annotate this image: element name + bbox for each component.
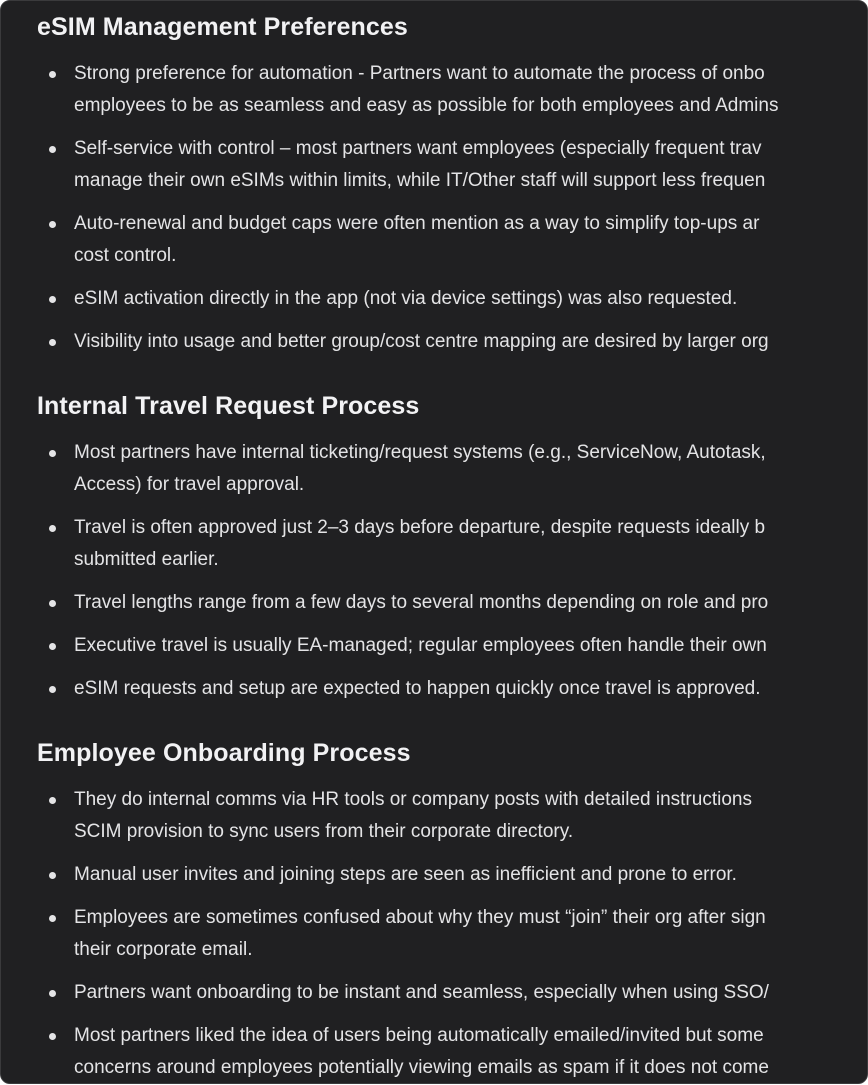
- list-item-text: Access) for travel approval.: [74, 474, 305, 495]
- list-item-text: their corporate email.: [74, 939, 253, 960]
- list-item-text: Manual user invites and joining steps are seen as inefficient and prone to error.: [74, 864, 737, 885]
- list-item: [37, 133, 868, 197]
- section-heading-travel-request: Internal Travel Request Process: [37, 392, 420, 420]
- bullet-icon: [49, 600, 56, 607]
- list-item-text: Partners want onboarding to be instant and seamless, especially when using SSO/: [74, 982, 769, 1003]
- list-item-text: cost control.: [74, 245, 177, 266]
- list-item: [37, 208, 868, 272]
- section-heading-esim-management: eSIM Management Preferences: [37, 13, 408, 41]
- list-item-text: Travel lengths range from a few days to several months depending on role and pro: [74, 592, 769, 613]
- list-item-text: Employees are sometimes confused about why they must “join” their org after sign: [74, 907, 766, 928]
- bullet-icon: [49, 990, 56, 997]
- list-item: [37, 437, 868, 501]
- list-item: [37, 58, 868, 122]
- list-item: [37, 630, 868, 662]
- list-item-text: Most partners have internal ticketing/request systems (e.g., ServiceNow, Autotask,: [74, 442, 766, 463]
- list-item-text: Self-service with control – most partners want employees (especially frequent trav: [74, 138, 762, 159]
- list-item: [37, 673, 868, 705]
- list-item: [37, 1020, 868, 1084]
- section-heading-employee-onboarding: Employee Onboarding Process: [37, 739, 411, 767]
- list-item-text: Visibility into usage and better group/cost centre mapping are desired by larger org: [74, 331, 769, 352]
- list-item-text: Executive travel is usually EA-managed; regular employees often handle their own: [74, 635, 767, 656]
- list-item: [37, 326, 868, 358]
- bullet-icon: [49, 339, 56, 346]
- list-item: [37, 902, 868, 966]
- bullet-icon: [49, 71, 56, 78]
- bullet-icon: [49, 146, 56, 153]
- list-item-text: Strong preference for automation - Partners want to automate the process of onbo: [74, 63, 765, 84]
- bullet-icon: [49, 643, 56, 650]
- list-item-text: Travel is often approved just 2–3 days before departure, despite requests ideally b: [74, 517, 766, 538]
- list-item-text: They do internal comms via HR tools or company posts with detailed instructions: [74, 789, 752, 810]
- onboarding-list: [37, 784, 868, 1084]
- list-item-text: manage their own eSIMs within limits, while IT/Other staff will support less frequen: [74, 170, 766, 191]
- bullet-icon: [49, 686, 56, 693]
- list-item-text: employees to be as seamless and easy as possible for both employees and Admins: [74, 95, 779, 116]
- list-item: [37, 859, 868, 891]
- esim-preferences-list: [37, 58, 868, 358]
- list-item-text: concerns around employees potentially viewing emails as spam if it does not come: [74, 1057, 769, 1078]
- bullet-icon: [49, 525, 56, 532]
- list-item-text: submitted earlier.: [74, 549, 219, 570]
- document-content: [37, 1, 868, 1084]
- bullet-icon: [49, 797, 56, 804]
- bullet-icon: [49, 296, 56, 303]
- bullet-icon: [49, 872, 56, 879]
- bullet-icon: [49, 221, 56, 228]
- list-item-text: SCIM provision to sync users from their corporate directory.: [74, 821, 574, 842]
- list-item-text: Most partners liked the idea of users being automatically emailed/invited but some: [74, 1025, 764, 1046]
- list-item: [37, 512, 868, 576]
- bullet-icon: [49, 450, 56, 457]
- bullet-icon: [49, 1033, 56, 1040]
- list-item: [37, 283, 868, 315]
- bullet-icon: [49, 915, 56, 922]
- list-item: [37, 977, 868, 1009]
- list-item-text: eSIM activation directly in the app (not via device settings) was also requested.: [74, 288, 738, 309]
- list-item: [37, 784, 868, 848]
- list-item-text: eSIM requests and setup are expected to happen quickly once travel is approved.: [74, 678, 761, 699]
- list-item: [37, 587, 868, 619]
- list-item-text: Auto-renewal and budget caps were often mention as a way to simplify top-ups ar: [74, 213, 760, 234]
- travel-request-list: [37, 437, 868, 705]
